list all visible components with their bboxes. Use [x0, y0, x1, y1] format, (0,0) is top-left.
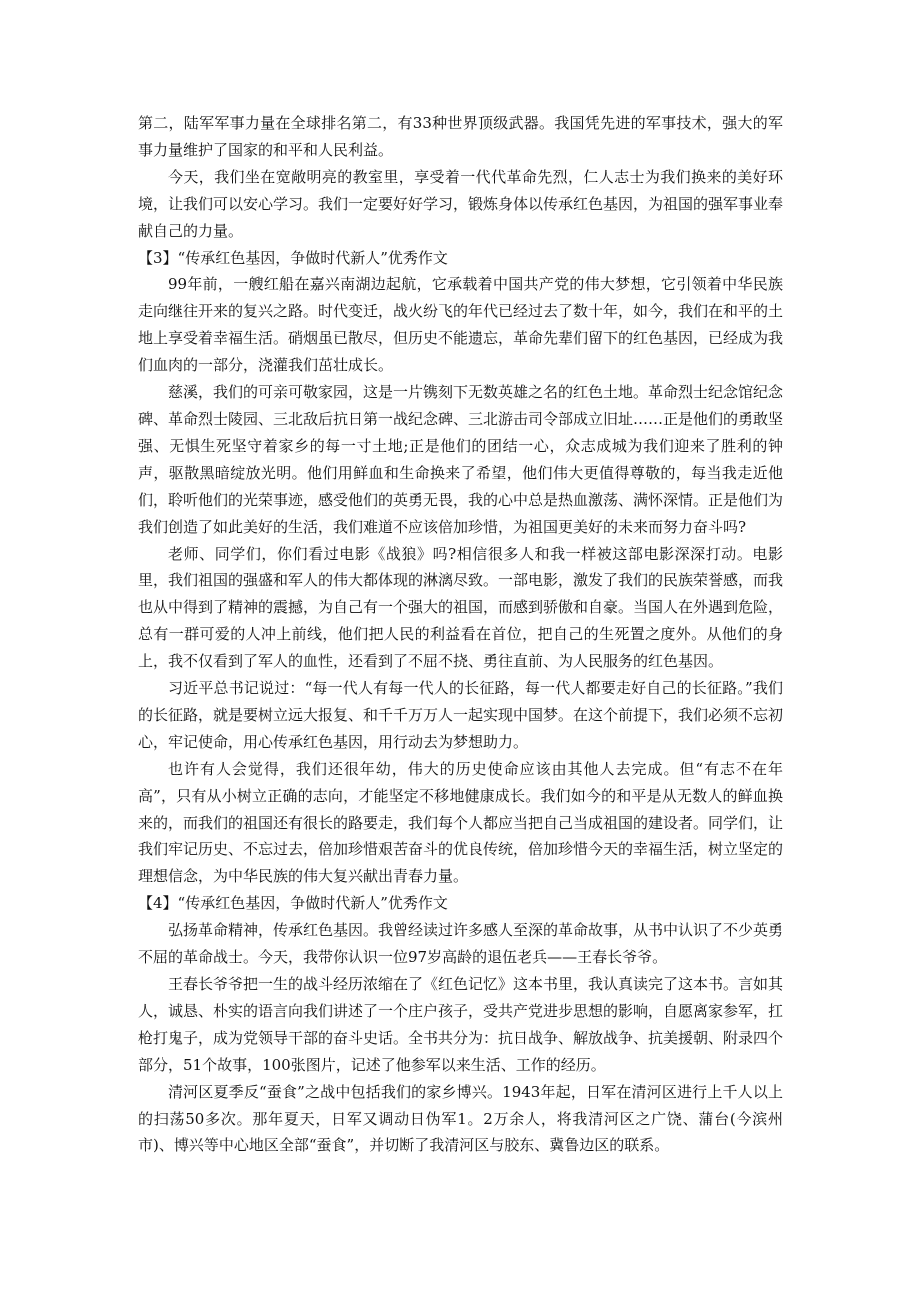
- paragraph-young-ambition: 也许有人会觉得，我们还很年幼，伟大的历史使命应该由其他人去完成。但“有志不在年高”，只有从小树立正确的志向，才能坚定不移地健康成长。我们如今的和平是从无数人的鲜血换来的，而我们的祖国还有很长的路要走，我们每个人都应当把自己当成祖国的建设者。同学们，让我们牢记历史、不忘过去，倍加珍惜艰苦奋斗的优良传统，倍加珍惜今天的幸福生活，树立坚定的理想信念，为中华民族的伟大复兴献出青春力量。: [138, 759, 784, 886]
- paragraph-cixi: 慈溪，我们的可亲可敬家园，这是一片镌刻下无数英雄之名的红色土地。革命烈士纪念馆纪念碑、革命烈士陵园、三北敌后抗日第一战纪念碑、三北游击司令部成立旧址……正是他们的勇敢坚强、无惧生死坚守着家乡的每一寸土地;正是他们的团结一心，众志成城为我们迎来了胜利的钟声，驱散黑暗绽放光明。他们用鲜血和生命换来了希望，他们伟大更值得尊敬的，每当我走近他们，聆听他们的光荣事迹，感受他们的英勇无畏，我的心中总是热血激荡、满怀深情。正是他们为我们创造了如此美好的生活，我们难道不应该倍加珍惜，为祖国更美好的未来而努力奋斗吗?: [138, 383, 784, 536]
- paragraph-revolutionary-spirit: 弘扬革命精神，传承红色基因。我曾经读过许多感人至深的革命故事，从书中认识了不少英勇不屈的革命战士。今天，我带你认识一位97岁高龄的退伍老兵——王春长爷爷。: [138, 921, 784, 967]
- paragraph-military-strength: 第二，陆军军事力量在全球排名第二，有33种世界顶级武器。我国凭先进的军事技术，强大的军事力量维护了国家的和平和人民利益。: [138, 114, 783, 159]
- paragraph-long-march: 习近平总书记说过：“每一代人有每一代人的长征路，每一代人都要走好自己的长征路。”我们的长征路，就是要树立远大报复、和千千万万人一起实现中国梦。在这个前提下，我们必须不忘初心，牢记使命，用心传承红色基因，用行动去为梦想助力。: [138, 679, 784, 751]
- paragraph-red-boat: 99年前，一艘红船在嘉兴南湖边起航，它承载着中国共产党的伟大梦想，它引领着中华民族走向继往开来的复兴之路。时代变迁，战火纷飞的年代已经过去了数十年，如今，我们在和平的土地上享受着幸福生活。硝烟虽已散尽，但历史不能遗忘，革命先辈们留下的红色基因，已经成为我们血肉的一部分，浇灌我们茁壮成长。: [138, 275, 784, 375]
- document-page: [138, 110, 783, 1159]
- essay-heading-3: 【3】“传承红色基因，争做时代新人”优秀作文: [138, 248, 448, 267]
- essay-heading-4: 【4】“传承红色基因，争做时代新人”优秀作文: [138, 894, 448, 913]
- paragraph-qinghe-district: 清河区夏季反“蚕食”之战中包括我们的家乡博兴。1943年起，日军在清河区进行上千人以上的扫荡50多次。那年夏天，日军又调动日伪军1。2万余人，将我清河区之广饶、蒲台(今滨州市)、博兴等中心地区全部“蚕食”，并切断了我清河区与胶东、冀鲁边区的联系。: [138, 1082, 783, 1155]
- paragraph-classroom: 今天，我们坐在宽敞明亮的教室里，享受着一代代革命先烈，仁人志士为我们换来的美好环境，让我们可以安心学习。我们一定要好好学习，锻炼身体以传承红色基因，为祖国的强军事业奉献自己的力量。: [138, 167, 784, 240]
- paragraph-red-memory-book: 王春长爷爷把一生的战斗经历浓缩在了《红色记忆》这本书里，我认真读完了这本书。言如其人，诚恳、朴实的语言向我们讲述了一个庄户孩子，受共产党进步思想的影响，自愿离家参军，扛枪打鬼子，成为党领导干部的奋斗史话。全书共分为：抗日战争、解放战争、抗美援朝、附录四个部分，51个故事，100张图片，记述了他参军以来生活、工作的经历。: [138, 975, 784, 1074]
- paragraph-wolf-warrior: 老师、同学们，你们看过电影《战狼》吗?相信很多人和我一样被这部电影深深打动。电影里，我们祖国的强盛和军人的伟大都体现的淋漓尽致。一部电影，激发了我们的民族荣誉感，而我也从中得到了精神的震撼，为自己有一个强大的祖国，而感到骄傲和自豪。当国人在外遇到危险，总有一群可爱的人冲上前线，他们把人民的利益看在首位，把自己的生死置之度外。从他们的身上，我不仅看到了军人的血性，还看到了不屈不挠、勇往直前、为人民服务的红色基因。: [138, 544, 784, 671]
